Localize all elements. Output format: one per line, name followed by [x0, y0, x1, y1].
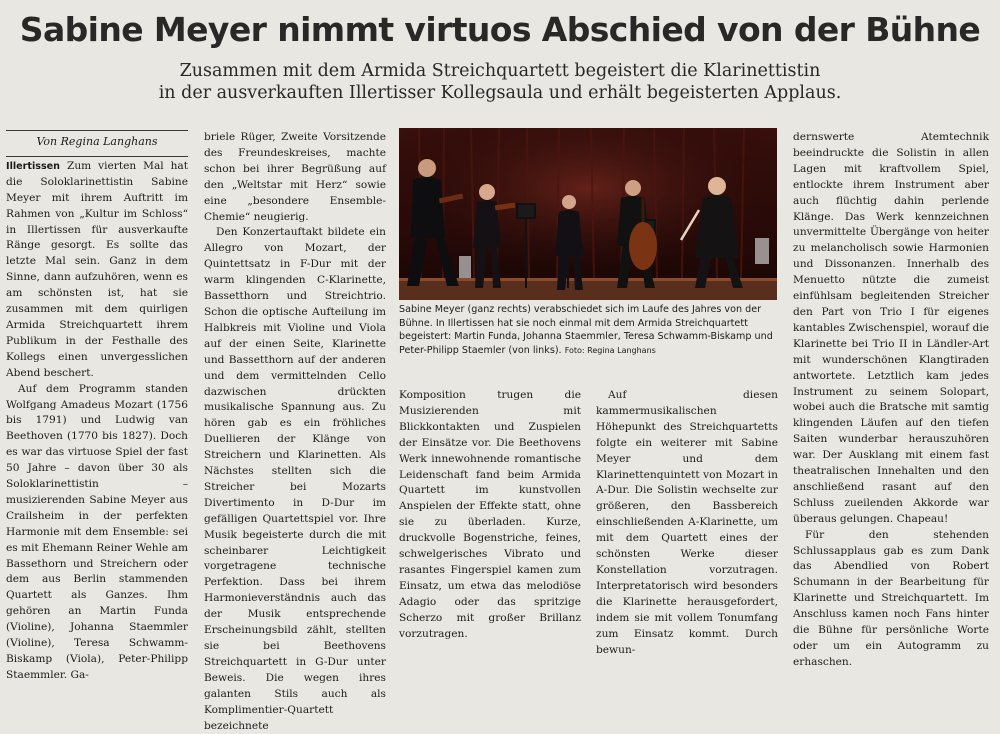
- column-1-paragraph-1-text: Zum vierten Mal hat die Soloklarinettistin Sabine Meyer mit ihrem Auftritt im Rahmen von „Kultur im Schloss“ in Illertissen für ausverkaufte Ränge gesorgt. Es sollte das letzte Mal sein. Ganz in dem Sinne, dann aufzuhören, wenn es am schönsten ist, hat sie zusammen mit dem quirligen Armida Streichquartett ihrem Publikum in der Festhalle des Kollegs einen unvergesslichen Abend beschert.: [6, 159, 188, 379]
- article-column-5: [793, 130, 989, 671]
- column-2-paragraph-1: briele Rüger, Zweite Vorsitzende des Freundeskreises, machte schon bei ihrer Begrüßung auf den „Weltstar mit Herz“ sowie eine „besondere Ensemble-Chemie“ neugierig.: [204, 131, 386, 223]
- column-2-paragraph-2: Den Konzertauftakt bildete ein Allegro von Mozart, der Quintettsatz in F-Dur mit der warm klingenden C-Klarinette, Bassetthorn und Streichtrio. Schon die optische Aufteilung im Halbkreis mit Violine und Viola auf der einen Seite, Klarinette und Bassetthorn auf der anderen und dem vermittelnden Cello dazwischen drückten musikalische Spannung aus. Zu hören gab es ein fröhliches Duellieren der Klänge von Streichern und Klarinetten. Als Nächstes stellten sich die Streicher bei Mozarts Divertimento in D-Dur im gefälligen Quartettspiel vor. Ihre Musik begeisterte durch die mit scheinbarer Leichtigkeit vorgetragene technische Perfektion. Dass bei ihrem Harmonieverständnis auch das der Musik entsprechende Erscheinungsbild zählt, stellten sie bei Beethovens Streichquartett in G-Dur unter Beweis. Die wegen ihres galanten Stils auch als Komplimentier-Quartett bezeichnete: [204, 226, 386, 732]
- photo-caption-text: Sabine Meyer (ganz rechts) verabschiedet sich im Laufe des Jahres von der Bühne. In Illertissen hat sie noch einmal mit dem Armida Streichquartett begeistert: Martin Funda, Johanna Staemmler, Teresa Schwamm-Biskamp und Peter-Philipp Staemler (von links).: [399, 304, 773, 356]
- dateline: Illertissen: [6, 160, 61, 172]
- article-column-4: [596, 388, 778, 658]
- photo-credit: Foto: Regina Langhans: [564, 345, 656, 355]
- column-1-paragraph-1: [6, 159, 188, 382]
- article-column-2: [204, 130, 386, 734]
- article-column-3: [399, 388, 581, 643]
- photo-caption: [399, 303, 777, 357]
- column-5-paragraph-1: dernswerte Atemtechnik beeindruckte die Solistin in allen Lagen mit kraftvollem Spiel, entlockte ihrem Instrument aber auch flüchtig dahin perlende Klänge. Das Werk kennzeichnen unvermittelte Übergänge von heiter zu melancholisch sowie Harmonien und Dissonanzen. Innerhalb des Menuetto nützte die zumeist einfühlsam begleitenden Streicher den Part von Trio I für eigenes kantables Zwischenspiel, worauf die Klarinette bei Trio II in Ländler-Art mit wunderschönen Klangtiraden antwortete. Letztlich kam jedes Instrument zu seinem Solopart, wobei auch die Bratsche mit samtig klingenden Läufen auf den tiefen Saiten wunderbar herauszuhören war. Der Ausklang mit einem fast theatralischen Innehalten und den anschließend rasant auf den Schluss zueilenden Akkorde war überaus gelungen. Chapeau!: [793, 131, 989, 525]
- column-3-paragraph-1: Komposition trugen die Musizierenden mit Blickkontakten und Zuspielen der Einsätze vor. Die Beethovens Werk innewohnende romantische Leidenschaft fand beim Armida Quartett im kunstvollen Anspielen der Effekte statt, ohne sie zu überladen. Kurze, druckvolle Bogenstriche, feines, schwelgerisches Vibrato und rasantes Fingerspiel kamen zum Einsatz, um etwa das melodiöse Adagio oder das spritzige Scherzo mit großer Brillanz vorzutragen.: [399, 389, 581, 640]
- subheadline-line-1: Zusammen mit dem Armida Streichquartett begeistert die Klarinettistin: [179, 61, 821, 81]
- column-1-paragraph-2: Auf dem Programm standen Wolfgang Amadeus Mozart (1756 bis 1791) und Ludwig van Beethoven (1770 bis 1827). Doch es war das virtuose Spiel der fast 50 Jahre – davon über 30 als Soloklarinettistin – musizierenden Sabine Meyer aus Crailsheim in der perfekten Harmonie mit dem Ensemble: sei es mit Ehemann Reiner Wehle am Bassethorn und Streichern oder dem aus Berlin stammenden Quartett als Ganzes. Ihm gehören an Martin Funda (Violine), Johanna Staemmler (Violine), Teresa Schwamm-Biskamp (Viola), Peter-Philipp Staemmler. Ga-: [6, 382, 188, 681]
- article-column-1: [6, 130, 188, 684]
- headline: Sabine Meyer nimmt virtuos Abschied von der Bühne: [19, 10, 981, 49]
- column-5-paragraph-2: Für den stehenden Schlussapplaus gab es zum Dank das Abendlied von Robert Schumann in der Bearbeitung für Klarinette und Streichquartett. Im Anschluss kamen noch Fans hinter die Bühne für persönliche Worte oder um ein Autogramm zu erhaschen.: [793, 528, 989, 668]
- concert-photo: [399, 128, 777, 300]
- subheadline: [120, 60, 880, 104]
- author-byline: Von Regina Langhans: [6, 131, 188, 157]
- column-4-paragraph-1: Auf diesen kammermusikalischen Höhepunkt des Streichquartetts folgte ein weiterer mit Sabine Meyer und dem Klarinettenquintett von Mozart in A-Dur. Die Solistin wechselte zur größeren, den Bassbereich einschließenden A-Klarinette, um mit dem Quartett eines der schönsten Werke dieser Konstellation vorzutragen. Interpretatorisch wird besonders die Klarinette herausgefordert, indem sie mit vollem Tonumfang zum Einsatz kommt. Durch bewun-: [596, 389, 778, 656]
- subheadline-line-2: in der ausverkauften Illertisser Kollegsaula und erhält begeisterten Applaus.: [158, 83, 842, 103]
- concert-photo-image: [399, 128, 777, 300]
